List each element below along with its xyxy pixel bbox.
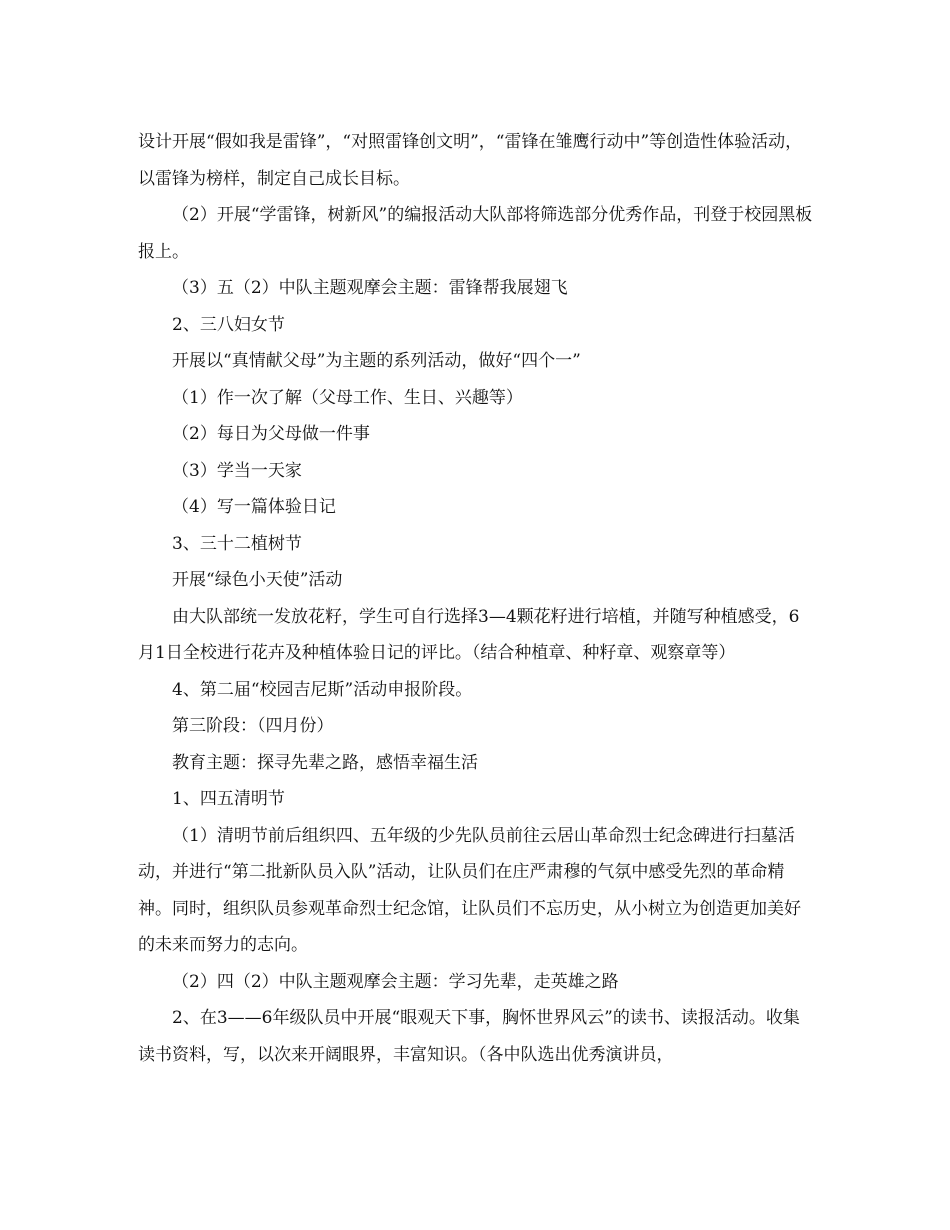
paragraph: 设计开展“假如我是雷锋”，“对照雷锋创文明”，“雷锋在雏鹰行动中”等创造性体验活动，以雷锋为榜样，制定自己成长目标。 [138, 132, 803, 189]
section-heading: 4、第二届“校园吉尼斯”活动申报阶段。 [172, 679, 473, 700]
paragraph: 由大队部统一发放花籽，学生可自行选择3—4颗花籽进行培植，并随写种植感受，6月1日全校进行花卉及种植体验日记的评比。（结合种植章、种籽章、观察章等） [138, 606, 800, 663]
paragraph: （3）五（2）中队主题观摩会主题：雷锋帮我展翅飞 [172, 278, 568, 298]
list-item: （1）作一次了解（父母工作、生日、兴趣等） [172, 387, 523, 408]
section-heading: 2、三八妇女节 [172, 314, 285, 335]
list-item: （4）写一篇体验日记 [172, 497, 336, 517]
document-body [138, 124, 813, 1073]
paragraph: 2、在3——6年级队员中开展“眼观天下事，胸怀世界风云”的读书、读报活动。收集读书资料，写，以次来开阔眼界，丰富知识。（各中队选出优秀演讲员， [138, 1008, 800, 1065]
list-item: （3）学当一天家 [172, 460, 302, 481]
paragraph: 开展“绿色小天使”活动 [172, 570, 343, 590]
stage-heading: 第三阶段：（四月份） [172, 716, 334, 736]
list-item: （2）每日为父母做一件事 [172, 424, 370, 444]
section-heading: 3、三十二植树节 [172, 533, 302, 554]
paragraph: 开展以“真情献父母”为主题的系列活动，做好“四个一” [172, 351, 581, 371]
theme-line: 教育主题：探寻先辈之路，感悟幸福生活 [172, 752, 478, 773]
paragraph: （1）清明节前后组织四、五年级的少先队员前往云居山革命烈士纪念碑进行扫墓活动，并进行“第二批新队员入队”活动，让队员们在庄严肃穆的气氛中感受先烈的革命精神。同时，组织队员参观革命烈士纪念馆，让队员们不忘历史，从小树立为创造更加美好的未来而努力的志向。 [138, 825, 801, 955]
paragraph: （2）四（2）中队主题观摩会主题：学习先辈，走英雄之路 [172, 971, 619, 992]
paragraph: （2）开展“学雷锋，树新风”的编报活动大队部将筛选部分优秀作品，刊登于校园黑板报上。 [138, 205, 813, 262]
section-heading: 1、四五清明节 [172, 789, 285, 809]
